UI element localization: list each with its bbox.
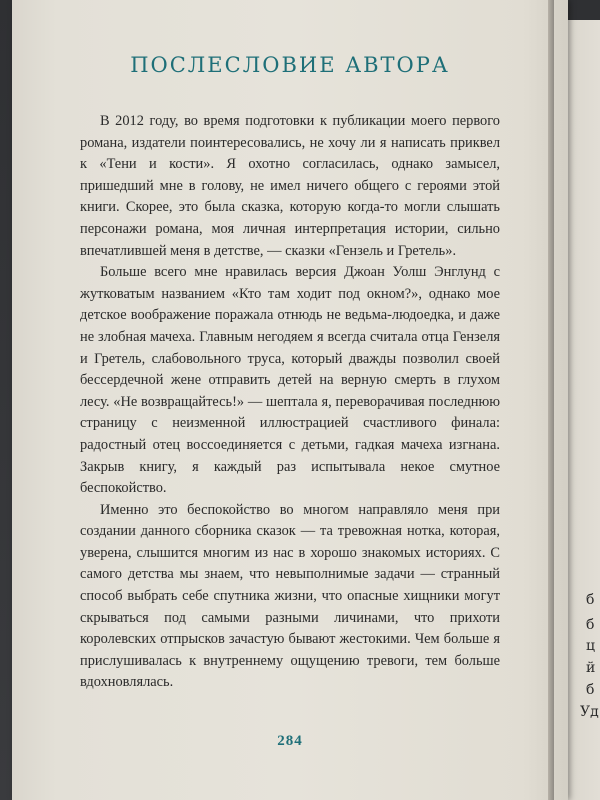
paragraph: Именно это беспокойство во многом направляло меня при создании данного сборника сказок — та тревожная нотка, которая, уверена, слышится многим из нас в хорошо знакомых историях. С самого детства мы знаем, что невыполнимые задачи — странный способ выбрать себе спутника жизни, что опасные хищники могут скрываться под самыми разными личинами, что прихоти королевских отпрысков зачастую бывают жестокими. Чем больше я прислушивалась к внутреннему ощущению тревоги, тем больше вдохновлялась.	[80, 501, 500, 691]
next-page-fragment: й	[586, 660, 596, 676]
next-page-fragment: б	[586, 592, 595, 608]
next-page-fragment: ц	[586, 638, 596, 654]
next-page-fragment: Уд	[580, 704, 599, 720]
page-title: ПОСЛЕСЛОВИЕ АВТОРА	[130, 53, 450, 77]
paragraph: В 2012 году, во время подготовки к публикации моего первого романа, издатели поинтересовались, не хочу ли я написать приквел к «Тени и кости». Я охотно согласилась, однако замысел, пришедший мне в голову, не имел ничего общего с героями этой книги. Скорее, это была сказка, которую когда-то могли слышать персонажи романа, моя личная интерпретация истории, сильно впечатлившей меня в детстве, — сказки «Гензель и Гретель».	[80, 113, 500, 259]
page-number: 284	[277, 733, 303, 749]
paragraph: Больше всего мне нравилась версия Джоан Уолш Энглунд с жутковатым названием «Кто там ходит под окном?», однако мое детское воображение поражала отнюдь не ведьма-людоедка, и даже не злобная мачеха. Главным негодяем я всегда считала отца Гензеля и Гретель, слабовольного труса, который дважды позволил своей бессердечной жене отправить детей на верную смерть в глухом лесу. «Не возвращайтесь!» — шептала я, переворачивая последнюю страницу с неизменной иллюстрацией счастливого финала: радостный отец воссоединяется с детьми, гадкая мачеха изгнана. Закрыв книгу, я каждый раз испытывала некое смутное беспокойство.	[80, 264, 500, 497]
next-page-fragment: б	[586, 682, 595, 698]
next-page-fragment: б	[586, 617, 595, 633]
page-gutter	[548, 0, 554, 800]
body-text	[80, 111, 500, 694]
